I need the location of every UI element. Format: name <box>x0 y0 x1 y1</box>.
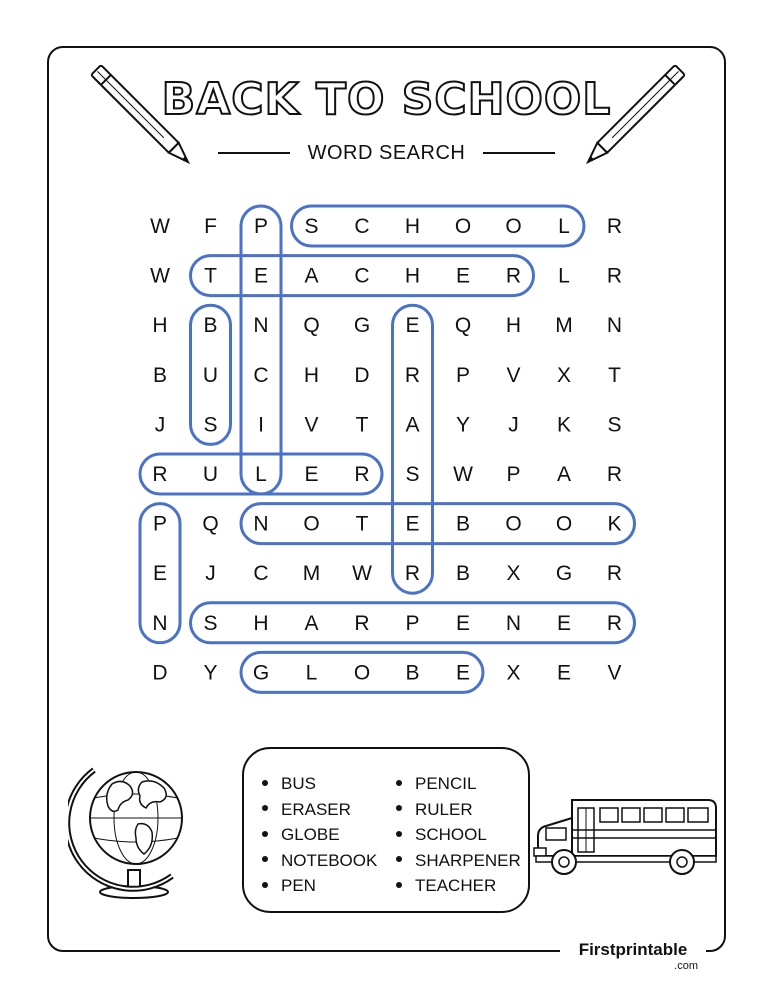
grid-letter: C <box>354 264 370 288</box>
found-word-notebook <box>241 504 635 544</box>
grid-letter: P <box>405 611 420 635</box>
word-list-item: NOTEBOOK <box>262 848 377 874</box>
grid-letter: R <box>606 463 623 486</box>
grid-letter: W <box>150 215 170 238</box>
word-list-item: RULER <box>396 797 521 823</box>
found-word-pencil <box>241 206 281 494</box>
grid-letter: V <box>607 661 622 685</box>
grid-letter: Q <box>454 314 472 338</box>
grid-letter: N <box>253 512 269 536</box>
grid-letter: G <box>252 661 270 685</box>
grid-letter: A <box>304 611 319 635</box>
found-word-school <box>292 206 585 246</box>
word-list-item: PENCIL <box>396 771 521 797</box>
grid-letter: E <box>556 661 572 685</box>
grid-letter: B <box>455 512 471 536</box>
grid-letter: M <box>302 562 321 586</box>
grid-letter: E <box>405 512 420 536</box>
school-bus-icon <box>532 790 722 880</box>
grid-letter: N <box>505 611 522 635</box>
grid-letter: L <box>305 661 318 685</box>
grid-letter: B <box>455 562 471 586</box>
grid-letter: E <box>556 611 572 635</box>
grid-letter: E <box>455 661 471 685</box>
grid-letter: P <box>455 363 471 387</box>
grid-letter: X <box>506 661 521 685</box>
grid-letter: L <box>255 463 267 486</box>
grid-letter: B <box>405 661 420 685</box>
grid-letter: K <box>607 512 622 536</box>
word-list-item: SHARPENER <box>396 848 521 874</box>
grid-letter: A <box>405 413 420 437</box>
grid-letter: B <box>203 314 218 338</box>
grid-letter: T <box>204 264 217 288</box>
grid-letter: O <box>555 512 573 536</box>
grid-letter: S <box>405 463 420 486</box>
grid-letter: R <box>404 562 421 586</box>
grid-letter: L <box>558 215 570 238</box>
grid-letter: C <box>354 215 370 238</box>
grid-letter: V <box>304 413 319 437</box>
grid-letter: W <box>453 463 473 486</box>
grid-letter: K <box>556 413 572 437</box>
grid-letter: G <box>353 314 371 338</box>
grid-letter: R <box>606 264 623 288</box>
grid-letter: V <box>506 363 521 387</box>
grid-letter: O <box>505 512 522 536</box>
grid-letter: R <box>606 562 623 586</box>
word-list-item: SCHOOL <box>396 822 521 848</box>
grid-letter: R <box>354 611 370 635</box>
grid-letter: R <box>606 611 623 635</box>
grid-letter: P <box>506 463 521 486</box>
grid-letter: D <box>152 661 168 685</box>
word-list-item: BUS <box>262 771 377 797</box>
grid-letter: C <box>253 363 269 387</box>
grid-letter: C <box>253 562 269 586</box>
grid-letter: W <box>150 264 170 288</box>
grid-letter: J <box>154 413 166 437</box>
word-list-box <box>242 747 530 913</box>
word-list-item: TEACHER <box>396 873 521 899</box>
grid-letter: O <box>303 512 320 536</box>
globe-icon <box>68 752 200 902</box>
grid-letter: H <box>253 611 269 635</box>
grid-letter: H <box>404 215 421 238</box>
grid-letter: G <box>555 562 573 586</box>
grid-letter: Y <box>203 661 218 685</box>
grid-letter: W <box>352 562 372 586</box>
word-list-item: GLOBE <box>262 822 377 848</box>
grid-letter: U <box>202 363 219 387</box>
grid-letter: S <box>607 413 622 437</box>
grid-letter: P <box>152 512 168 536</box>
grid-letter: R <box>505 264 522 288</box>
grid-letter: F <box>204 215 217 238</box>
grid-letter: E <box>253 264 269 288</box>
grid-letter: T <box>355 512 369 536</box>
word-list-item: PEN <box>262 873 377 899</box>
word-list-right <box>396 771 521 899</box>
grid-letter: P <box>253 215 269 238</box>
grid-letter: R <box>152 463 168 486</box>
grid-letter: H <box>505 314 522 338</box>
grid-letter: R <box>606 215 623 238</box>
grid-letter: L <box>558 264 570 288</box>
page-title: BACK TO SCHOOL <box>161 74 612 125</box>
grid-letter: D <box>354 363 370 387</box>
grid-letter: R <box>354 463 370 486</box>
grid-letter: A <box>556 463 572 486</box>
brand-logo <box>560 939 706 975</box>
grid-letter: H <box>152 314 168 338</box>
word-list-item: ERASER <box>262 797 377 823</box>
grid-letter: Q <box>303 314 320 338</box>
grid-letter: Y <box>455 413 471 437</box>
grid-letter: T <box>355 413 369 437</box>
grid-letter: N <box>253 314 269 338</box>
grid-letter: E <box>152 562 168 586</box>
grid-letter: X <box>506 562 521 586</box>
grid-letter: M <box>555 314 573 338</box>
grid-letter: Q <box>202 512 219 536</box>
grid-letter: X <box>556 363 572 387</box>
grid-letter: S <box>304 215 319 238</box>
grid-letter: B <box>152 363 168 387</box>
grid-letter: O <box>505 215 522 238</box>
grid-letter: J <box>508 413 519 437</box>
grid-letter: E <box>405 314 420 338</box>
grid-letter: O <box>353 661 371 685</box>
grid-letter: E <box>455 264 471 288</box>
grid-letter: H <box>404 264 421 288</box>
word-list-left <box>262 771 377 899</box>
grid-letter: N <box>152 611 168 635</box>
grid-letter: J <box>205 562 216 586</box>
found-word-eraser <box>393 305 433 593</box>
grid-letter: E <box>455 611 471 635</box>
brand-name: Firstprintable <box>578 940 688 959</box>
grid-letter: O <box>454 215 472 238</box>
grid-letter: H <box>303 363 320 387</box>
grid-letter: A <box>304 264 319 288</box>
grid-letter: E <box>304 463 319 486</box>
grid-letter: R <box>404 363 421 387</box>
grid-letter: I <box>258 413 264 437</box>
brand-domain: .com <box>674 960 698 972</box>
grid-letter: T <box>608 363 621 387</box>
grid-letter: N <box>606 314 623 338</box>
page-subtitle: WORD SEARCH <box>307 141 466 164</box>
grid-letter: S <box>203 413 218 437</box>
grid-letter: U <box>202 463 219 486</box>
grid-letter: S <box>203 611 218 635</box>
